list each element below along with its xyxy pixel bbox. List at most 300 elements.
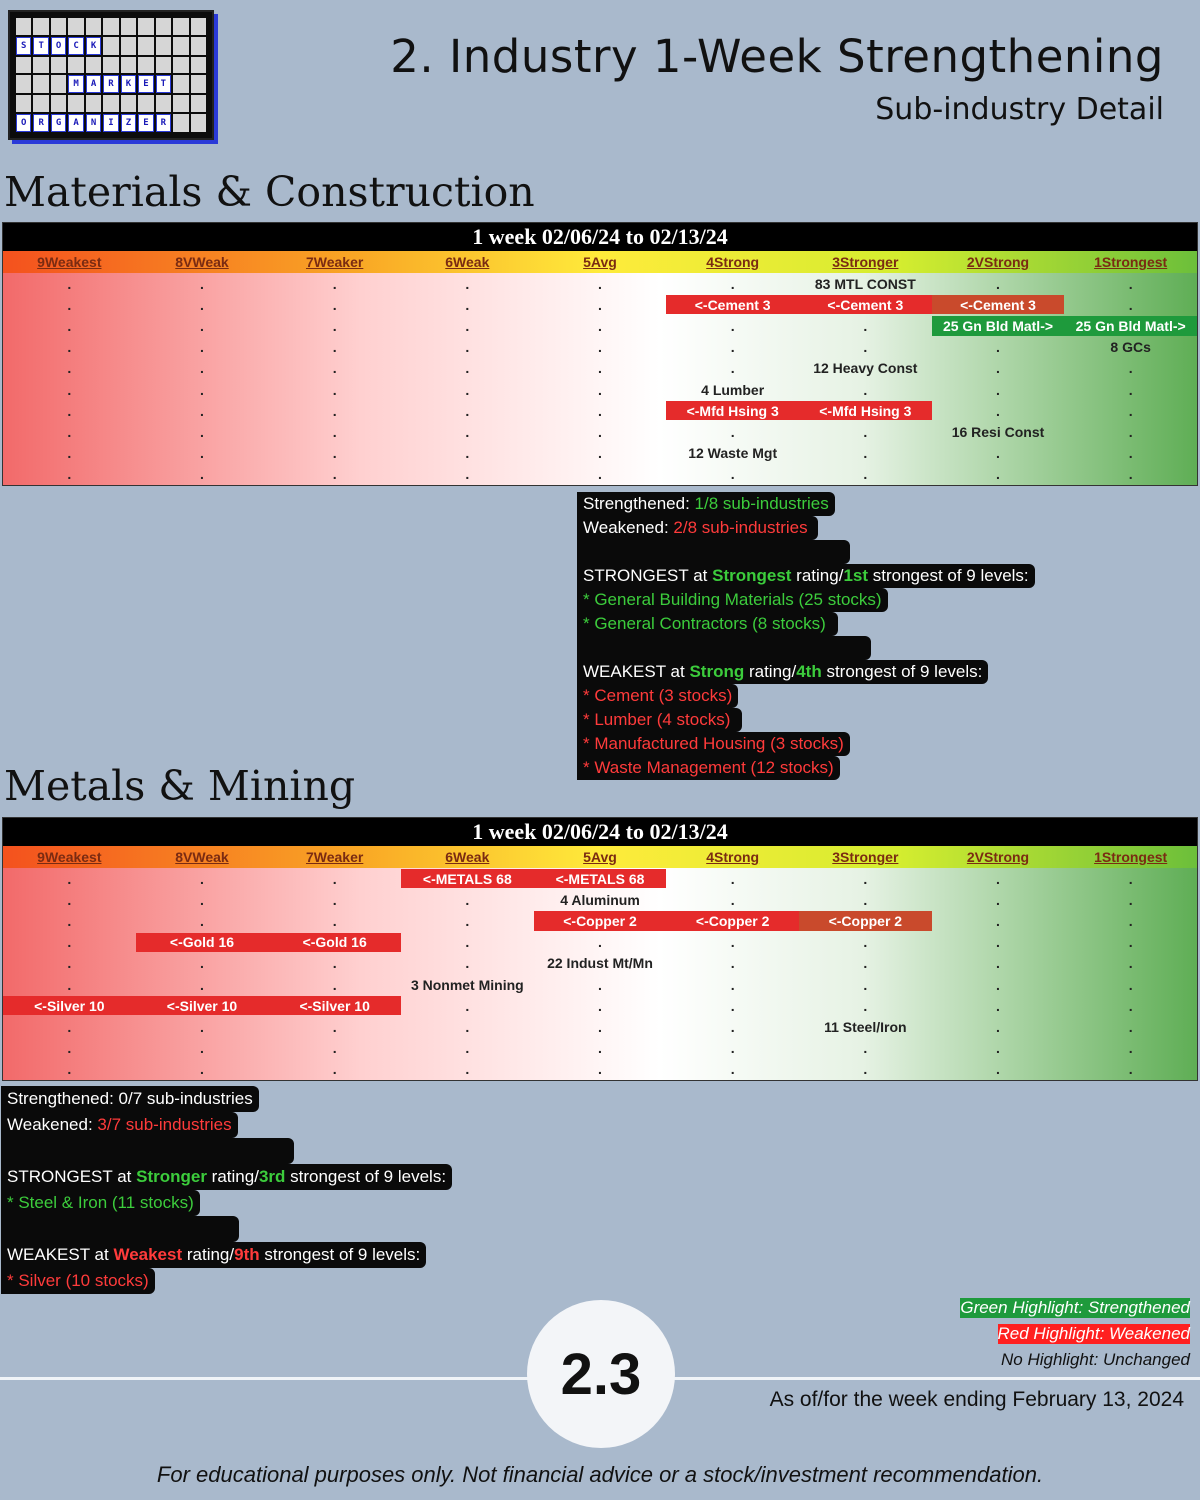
empty-cell: . bbox=[200, 1061, 204, 1078]
logo-cell bbox=[68, 57, 83, 74]
empty-cell: . bbox=[730, 976, 735, 993]
strongest-line: STRONGEST at Stronger rating/3rd strongest of 9 levels: bbox=[1, 1164, 452, 1190]
empty-cell: . bbox=[200, 870, 204, 887]
sub-industry-cell: <-Mfd Hsing 3 bbox=[666, 401, 799, 420]
empty-cell: . bbox=[332, 976, 337, 993]
page-subtitle: Sub-industry Detail bbox=[875, 92, 1164, 127]
logo-cell: Z bbox=[121, 114, 136, 132]
empty-cell: . bbox=[67, 317, 72, 334]
logo-cell bbox=[138, 18, 153, 35]
level-label: 9Weakest bbox=[37, 849, 102, 865]
empty-cell: . bbox=[598, 360, 602, 377]
empty-cell: . bbox=[1128, 934, 1133, 951]
logo-cell: T bbox=[33, 37, 48, 55]
empty-cell: . bbox=[598, 1061, 602, 1078]
empty-cell: . bbox=[465, 955, 470, 972]
level-label: 2VStrong bbox=[966, 254, 1030, 270]
empty-cell: . bbox=[863, 1040, 868, 1057]
empty-cell: . bbox=[200, 402, 204, 419]
logo-cell bbox=[51, 95, 66, 112]
empty-cell: . bbox=[730, 1061, 735, 1078]
logo-cell bbox=[173, 57, 188, 74]
sub-industry-cell: <-Cement 3 bbox=[666, 295, 799, 314]
logo-cell bbox=[156, 57, 171, 74]
empty-cell: . bbox=[598, 445, 602, 462]
sub-industry-cell: <-Cement 3 bbox=[799, 295, 932, 314]
empty-cell: . bbox=[332, 402, 337, 419]
sub-industry-cell: 12 Waste Mgt bbox=[688, 445, 778, 462]
sub-industry-cell: 25 Gn Bld Matl-> bbox=[932, 316, 1065, 335]
logo-cell bbox=[103, 37, 118, 55]
logo-cell bbox=[16, 75, 31, 93]
sub-industry-cell: <-Silver 10 bbox=[136, 996, 269, 1015]
empty-cell: . bbox=[863, 1061, 868, 1078]
legend-red: Red Highlight: Weakened bbox=[997, 1324, 1190, 1343]
weakest-item: * Waste Management (12 stocks) bbox=[577, 756, 840, 780]
strongest-item: * General Building Materials (25 stocks) bbox=[577, 588, 888, 612]
empty-cell: . bbox=[465, 997, 470, 1014]
empty-cell: . bbox=[200, 445, 204, 462]
logo-cell bbox=[103, 95, 118, 112]
empty-cell: . bbox=[67, 339, 72, 356]
empty-cell: . bbox=[598, 381, 602, 398]
summary-materials bbox=[577, 492, 1035, 780]
empty-cell: . bbox=[465, 891, 470, 908]
empty-cell: . bbox=[332, 955, 337, 972]
empty-cell: . bbox=[465, 402, 470, 419]
empty-cell: . bbox=[598, 1018, 602, 1035]
logo-cell bbox=[103, 18, 118, 35]
logo-cell bbox=[16, 95, 31, 112]
logo-cell: R bbox=[33, 114, 48, 132]
logo-cell bbox=[138, 57, 153, 74]
logo-cell bbox=[191, 75, 206, 93]
empty-cell: . bbox=[1128, 1061, 1133, 1078]
logo-cell: M bbox=[68, 75, 83, 93]
empty-cell: . bbox=[200, 360, 204, 377]
empty-cell: . bbox=[1128, 381, 1133, 398]
level-label: 6Weak bbox=[445, 849, 490, 865]
empty-cell: . bbox=[332, 1061, 337, 1078]
empty-cell: . bbox=[1128, 466, 1133, 483]
logo-cell bbox=[121, 18, 136, 35]
empty-cell: . bbox=[465, 1018, 470, 1035]
logo-cell bbox=[138, 37, 153, 55]
logo-cell bbox=[156, 37, 171, 55]
empty-cell: . bbox=[332, 1018, 337, 1035]
empty-cell: . bbox=[67, 1018, 72, 1035]
empty-cell: . bbox=[1128, 423, 1133, 440]
chart-metals bbox=[2, 817, 1198, 1081]
empty-cell: . bbox=[200, 912, 204, 929]
empty-cell: . bbox=[332, 445, 337, 462]
logo-cell bbox=[16, 57, 31, 74]
sub-industry-cell: 3 Nonmet Mining bbox=[410, 976, 524, 993]
empty-cell: . bbox=[598, 1040, 602, 1057]
logo-cell bbox=[191, 114, 206, 132]
weakest-line: WEAKEST at Strong rating/4th strongest of 9 levels: bbox=[577, 660, 988, 684]
empty-cell: . bbox=[200, 1040, 204, 1057]
sub-industry-cell: <-Copper 2 bbox=[666, 911, 799, 930]
weakest-item: * Silver (10 stocks) bbox=[1, 1268, 155, 1294]
level-label: 3Stronger bbox=[832, 254, 899, 270]
empty-cell: . bbox=[996, 912, 1000, 929]
logo-cell bbox=[103, 57, 118, 74]
empty-cell: . bbox=[1128, 296, 1133, 313]
weakest-item: * Cement (3 stocks) bbox=[577, 684, 738, 708]
empty-cell: . bbox=[67, 296, 72, 313]
empty-cell: . bbox=[863, 317, 868, 334]
empty-cell: . bbox=[465, 423, 470, 440]
section-title-materials: Materials & Construction bbox=[4, 168, 535, 216]
empty-cell: . bbox=[598, 402, 602, 419]
logo-cell bbox=[191, 37, 206, 55]
empty-cell: . bbox=[1128, 976, 1133, 993]
empty-cell: . bbox=[465, 275, 470, 292]
logo-cell bbox=[173, 37, 188, 55]
chart-materials bbox=[2, 222, 1198, 486]
empty-cell: . bbox=[996, 360, 1000, 377]
page-title: 2. Industry 1-Week Strengthening bbox=[390, 30, 1164, 83]
empty-cell: . bbox=[730, 870, 735, 887]
empty-cell: . bbox=[332, 381, 337, 398]
empty-cell: . bbox=[1128, 891, 1133, 908]
empty-cell: . bbox=[996, 1018, 1000, 1035]
level-label: 4Strong bbox=[706, 849, 760, 865]
logo-cell bbox=[33, 57, 48, 74]
logo-cell bbox=[68, 18, 83, 35]
empty-cell: . bbox=[996, 381, 1000, 398]
empty-cell: . bbox=[200, 1018, 204, 1035]
logo-cell: E bbox=[138, 75, 153, 93]
logo-cell: R bbox=[103, 75, 118, 93]
empty-cell: . bbox=[67, 912, 72, 929]
sub-industry-cell: 25 Gn Bld Matl-> bbox=[1064, 316, 1197, 335]
sub-industry-cell: <-METALS 68 bbox=[534, 869, 667, 888]
empty-cell: . bbox=[465, 317, 470, 334]
empty-cell: . bbox=[730, 955, 735, 972]
empty-cell: . bbox=[730, 275, 735, 292]
empty-cell: . bbox=[332, 317, 337, 334]
empty-cell: . bbox=[996, 1061, 1000, 1078]
logo-cell: S bbox=[16, 37, 31, 55]
empty-cell: . bbox=[332, 870, 337, 887]
empty-cell: . bbox=[1128, 402, 1133, 419]
empty-cell: . bbox=[598, 317, 602, 334]
empty-cell: . bbox=[200, 955, 204, 972]
level-header bbox=[3, 846, 1197, 868]
logo-cell: K bbox=[121, 75, 136, 93]
empty-cell: . bbox=[863, 339, 868, 356]
empty-cell: . bbox=[1128, 997, 1133, 1014]
empty-cell: . bbox=[730, 423, 735, 440]
logo-cell bbox=[173, 114, 188, 132]
empty-cell: . bbox=[1128, 912, 1133, 929]
empty-cell: . bbox=[730, 1040, 735, 1057]
empty-cell: . bbox=[996, 275, 1000, 292]
empty-cell: . bbox=[67, 1061, 72, 1078]
empty-cell: . bbox=[1128, 955, 1133, 972]
logo-grid bbox=[16, 18, 206, 132]
logo-cell bbox=[51, 18, 66, 35]
strongest-line: STRONGEST at Strongest rating/1st strongest of 9 levels: bbox=[577, 564, 1035, 588]
logo-cell bbox=[33, 95, 48, 112]
page-number-badge: 2.3 bbox=[527, 1300, 675, 1448]
weakest-item: * Manufactured Housing (3 stocks) bbox=[577, 732, 850, 756]
empty-cell: . bbox=[598, 466, 602, 483]
empty-cell: . bbox=[863, 381, 868, 398]
logo-cell: A bbox=[68, 114, 83, 132]
level-label: 3Stronger bbox=[832, 849, 899, 865]
empty-cell: . bbox=[332, 275, 337, 292]
sub-industry-cell: <-Gold 16 bbox=[136, 933, 269, 952]
logo-cell bbox=[51, 75, 66, 93]
level-label: 9Weakest bbox=[37, 254, 102, 270]
sub-industry-cell: <-Copper 2 bbox=[534, 911, 667, 930]
empty-cell: . bbox=[996, 891, 1000, 908]
logo-cell bbox=[173, 95, 188, 112]
empty-cell: . bbox=[67, 1040, 72, 1057]
empty-cell: . bbox=[863, 934, 868, 951]
sub-industry-cell: 4 Aluminum bbox=[560, 891, 640, 908]
empty-cell: . bbox=[1128, 1018, 1133, 1035]
chart-grid bbox=[3, 273, 1197, 485]
weakest-line: WEAKEST at Weakest rating/9th strongest of 9 levels: bbox=[1, 1242, 426, 1268]
empty-cell: . bbox=[863, 870, 868, 887]
empty-cell: . bbox=[730, 360, 735, 377]
empty-cell: . bbox=[332, 466, 337, 483]
sub-industry-cell: <-Silver 10 bbox=[3, 996, 136, 1015]
empty-cell: . bbox=[598, 997, 602, 1014]
empty-cell: . bbox=[67, 402, 72, 419]
logo-cell: I bbox=[103, 114, 118, 132]
empty-cell: . bbox=[332, 296, 337, 313]
empty-cell: . bbox=[598, 296, 602, 313]
logo-cell bbox=[173, 18, 188, 35]
empty-cell: . bbox=[996, 976, 1000, 993]
empty-cell: . bbox=[332, 1040, 337, 1057]
empty-cell: . bbox=[465, 1040, 470, 1057]
empty-cell: . bbox=[332, 423, 337, 440]
chart-period: 1 week 02/06/24 to 02/13/24 bbox=[3, 223, 1197, 251]
sub-industry-cell: 4 Lumber bbox=[701, 381, 765, 398]
empty-cell: . bbox=[67, 445, 72, 462]
empty-cell: . bbox=[67, 870, 72, 887]
level-label: 4Strong bbox=[706, 254, 760, 270]
empty-cell: . bbox=[465, 1061, 470, 1078]
level-label: 7Weaker bbox=[305, 254, 364, 270]
empty-cell: . bbox=[863, 423, 868, 440]
disclaimer: For educational purposes only. Not financial advice or a stock/investment recommendation. bbox=[156, 1462, 1044, 1487]
level-header bbox=[3, 251, 1197, 273]
empty-cell: . bbox=[863, 976, 868, 993]
empty-cell: . bbox=[996, 997, 1000, 1014]
empty-cell: . bbox=[200, 976, 204, 993]
empty-cell: . bbox=[200, 423, 204, 440]
empty-cell: . bbox=[332, 912, 337, 929]
weakest-item: * Lumber (4 stocks) bbox=[577, 708, 742, 732]
empty-cell: . bbox=[996, 466, 1000, 483]
empty-cell: . bbox=[465, 360, 470, 377]
empty-cell: . bbox=[332, 891, 337, 908]
empty-cell: . bbox=[465, 466, 470, 483]
empty-cell: . bbox=[1128, 275, 1133, 292]
empty-cell: . bbox=[996, 870, 1000, 887]
level-label: 2VStrong bbox=[966, 849, 1030, 865]
logo-cell bbox=[33, 75, 48, 93]
empty-cell: . bbox=[1128, 445, 1133, 462]
summary-metals bbox=[1, 1086, 452, 1294]
level-label: 8VWeak bbox=[175, 254, 229, 270]
legend-green: Green Highlight: Strengthened bbox=[960, 1298, 1190, 1317]
level-label: 1Strongest bbox=[1094, 254, 1168, 270]
level-label: 5Avg bbox=[583, 254, 617, 270]
empty-cell: . bbox=[598, 976, 602, 993]
empty-cell: . bbox=[996, 955, 1000, 972]
sub-industry-cell: <-Silver 10 bbox=[268, 996, 401, 1015]
logo-cell: O bbox=[51, 37, 66, 55]
empty-cell: . bbox=[200, 317, 204, 334]
logo-cell bbox=[86, 95, 101, 112]
chart-period: 1 week 02/06/24 to 02/13/24 bbox=[3, 818, 1197, 846]
empty-cell: . bbox=[1128, 1040, 1133, 1057]
level-label: 5Avg bbox=[583, 849, 617, 865]
empty-cell: . bbox=[598, 275, 602, 292]
section-title-metals: Metals & Mining bbox=[4, 762, 356, 810]
empty-cell: . bbox=[996, 339, 1000, 356]
level-label: 7Weaker bbox=[305, 849, 364, 865]
logo-cell bbox=[191, 57, 206, 74]
as-of-date: As of/for the week ending February 13, 2024 bbox=[769, 1388, 1184, 1411]
logo-cell bbox=[138, 95, 153, 112]
strongest-item: * Steel & Iron (11 stocks) bbox=[1, 1190, 200, 1216]
sub-industry-cell: 16 Resi Const bbox=[951, 423, 1045, 440]
logo-cell bbox=[86, 18, 101, 35]
empty-cell: . bbox=[863, 997, 868, 1014]
empty-cell: . bbox=[598, 934, 602, 951]
logo-cell bbox=[121, 37, 136, 55]
empty-cell: . bbox=[465, 339, 470, 356]
chart-grid bbox=[3, 868, 1197, 1080]
empty-cell: . bbox=[67, 934, 72, 951]
logo-cell bbox=[173, 75, 188, 93]
logo-cell: O bbox=[16, 114, 31, 132]
logo-cell: R bbox=[156, 114, 171, 132]
empty-cell: . bbox=[200, 339, 204, 356]
empty-cell: . bbox=[863, 445, 868, 462]
logo-cell bbox=[16, 18, 31, 35]
logo-cell: C bbox=[68, 37, 83, 55]
empty-cell: . bbox=[996, 445, 1000, 462]
empty-cell: . bbox=[200, 466, 204, 483]
logo-cell bbox=[86, 57, 101, 74]
logo-cell bbox=[191, 18, 206, 35]
logo-cell bbox=[121, 57, 136, 74]
empty-cell: . bbox=[996, 934, 1000, 951]
empty-cell: . bbox=[730, 339, 735, 356]
empty-cell: . bbox=[730, 997, 735, 1014]
empty-cell: . bbox=[598, 339, 602, 356]
logo-cell bbox=[191, 95, 206, 112]
empty-cell: . bbox=[67, 891, 72, 908]
empty-cell: . bbox=[67, 976, 72, 993]
sub-industry-cell: <-Gold 16 bbox=[268, 933, 401, 952]
empty-cell: . bbox=[730, 891, 735, 908]
logo-cell bbox=[121, 95, 136, 112]
sub-industry-cell: 8 GCs bbox=[1110, 339, 1151, 356]
empty-cell: . bbox=[1128, 870, 1133, 887]
empty-cell: . bbox=[730, 934, 735, 951]
logo-cell: E bbox=[138, 114, 153, 132]
empty-cell: . bbox=[730, 1018, 735, 1035]
empty-cell: . bbox=[200, 296, 204, 313]
strongest-item: * General Contractors (8 stocks) bbox=[577, 612, 838, 636]
sub-industry-cell: 22 Indust Mt/Mn bbox=[547, 955, 653, 972]
empty-cell: . bbox=[465, 912, 470, 929]
empty-cell: . bbox=[465, 934, 470, 951]
level-label: 8VWeak bbox=[175, 849, 229, 865]
empty-cell: . bbox=[67, 275, 72, 292]
sub-industry-cell: <-Mfd Hsing 3 bbox=[799, 401, 932, 420]
empty-cell: . bbox=[200, 891, 204, 908]
empty-cell: . bbox=[465, 381, 470, 398]
empty-cell: . bbox=[863, 466, 868, 483]
sub-industry-cell: <-Cement 3 bbox=[932, 295, 1065, 314]
logo-cell: N bbox=[86, 114, 101, 132]
sub-industry-cell: 83 MTL CONST bbox=[814, 275, 916, 292]
empty-cell: . bbox=[67, 955, 72, 972]
empty-cell: . bbox=[200, 275, 204, 292]
logo-cell: G bbox=[51, 114, 66, 132]
empty-cell: . bbox=[332, 339, 337, 356]
weakened-line: Weakened: 2/8 sub-industries bbox=[577, 516, 818, 540]
empty-cell: . bbox=[863, 955, 868, 972]
empty-cell: . bbox=[996, 1040, 1000, 1057]
sub-industry-cell: <-Copper 2 bbox=[799, 911, 932, 930]
empty-cell: . bbox=[863, 891, 868, 908]
empty-cell: . bbox=[67, 423, 72, 440]
level-label: 6Weak bbox=[445, 254, 490, 270]
empty-cell: . bbox=[730, 466, 735, 483]
logo-cell bbox=[156, 95, 171, 112]
empty-cell: . bbox=[332, 360, 337, 377]
logo-cell: A bbox=[86, 75, 101, 93]
empty-cell: . bbox=[465, 445, 470, 462]
sub-industry-cell: 12 Heavy Const bbox=[813, 360, 918, 377]
empty-cell: . bbox=[996, 402, 1000, 419]
empty-cell: . bbox=[465, 296, 470, 313]
weakened-line: Weakened: 3/7 sub-industries bbox=[1, 1112, 238, 1138]
logo-cell: T bbox=[156, 75, 171, 93]
legend-none: No Highlight: Unchanged bbox=[1000, 1350, 1190, 1369]
sub-industry-cell: 11 Steel/Iron bbox=[824, 1018, 907, 1035]
level-label: 1Strongest bbox=[1094, 849, 1168, 865]
empty-cell: . bbox=[598, 423, 602, 440]
logo-cell bbox=[156, 18, 171, 35]
sub-industry-cell: <-METALS 68 bbox=[401, 869, 534, 888]
empty-cell: . bbox=[200, 381, 204, 398]
logo-cell bbox=[33, 18, 48, 35]
empty-cell: . bbox=[1128, 360, 1133, 377]
strengthened-line: Strengthened: 0/7 sub-industries bbox=[1, 1086, 259, 1112]
logo-cell: K bbox=[86, 37, 101, 55]
empty-cell: . bbox=[67, 360, 72, 377]
logo-cell bbox=[51, 57, 66, 74]
logo-cell bbox=[68, 95, 83, 112]
empty-cell: . bbox=[67, 466, 72, 483]
empty-cell: . bbox=[67, 381, 72, 398]
empty-cell: . bbox=[730, 317, 735, 334]
